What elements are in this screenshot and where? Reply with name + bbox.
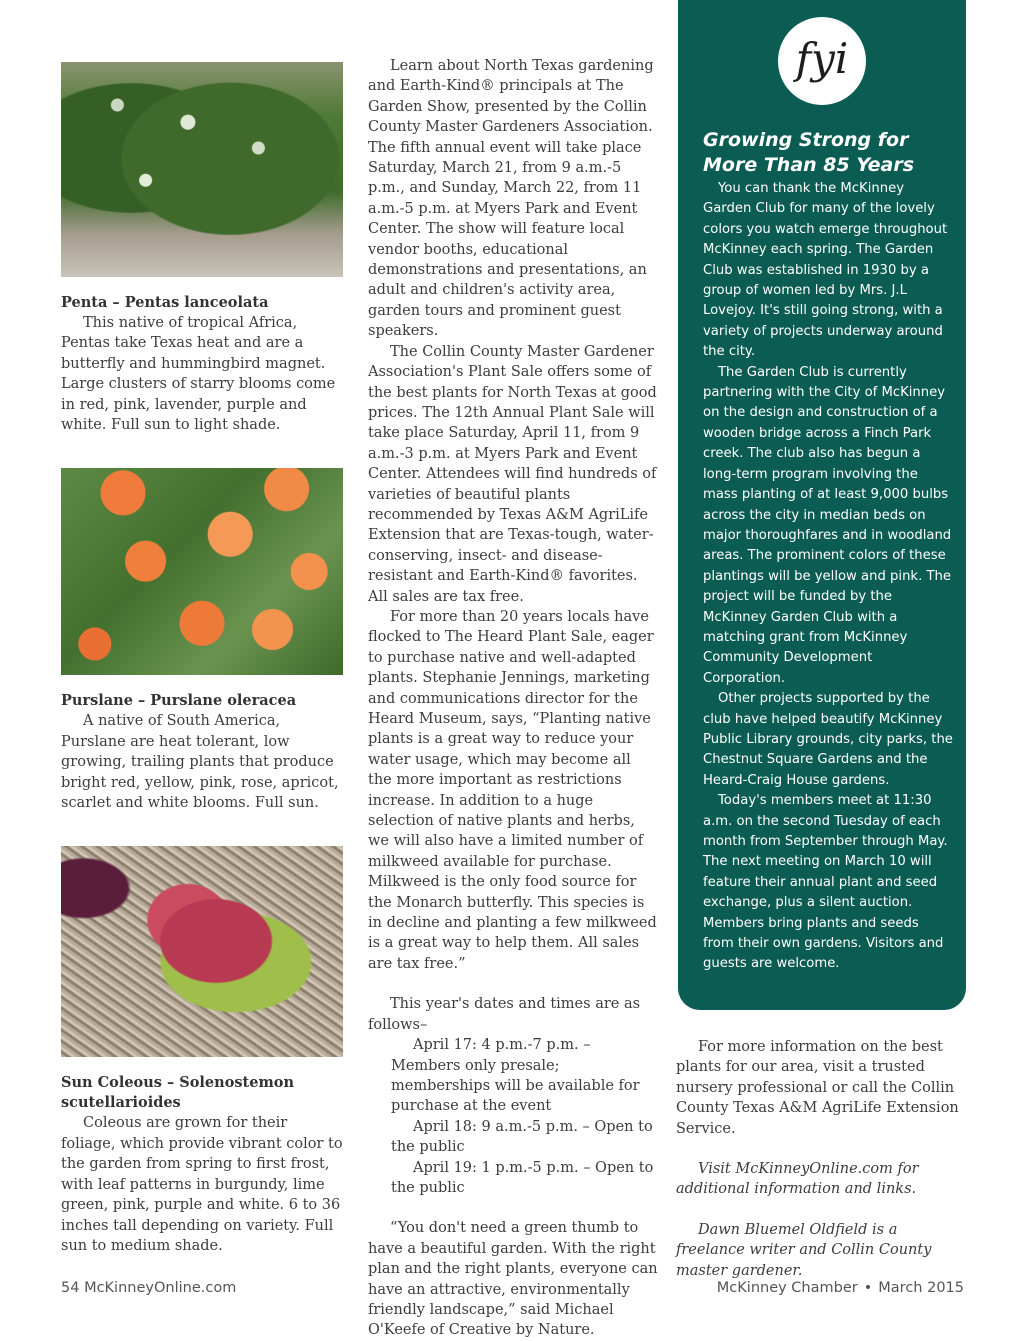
fyi-badge: fyi [778, 17, 866, 105]
footer-right [717, 1280, 964, 1296]
schedule-item: April 18: 9 a.m.-5 p.m. – Open to the public [391, 1118, 653, 1156]
schedule-list [368, 1035, 658, 1198]
separator: • [863, 1280, 873, 1296]
plant-description: A native of South America, Purslane are heat tolerant, low growing, trailing plants that produce bright red, yellow, pink, rose, apricot, scarlet and white blooms. Full sun. [61, 713, 339, 812]
plant-description: Coleous are grown for their foliage, which provide vibrant color to the garden from spring to first frost, with leaf patterns in burgundy, lime green, pink, purple and white. 6 to 36 inches tall depending on variety. Full sun to medium shade. [61, 1115, 343, 1254]
plant-column [61, 62, 345, 1256]
site-name: McKinneyOnline.com [84, 1280, 237, 1296]
fyi-sidebar [678, 0, 966, 1010]
plant-name: Penta – Pentas lanceolata [61, 294, 269, 311]
visit-note: Visit McKinneyOnline.com for additional information and links. [676, 1161, 919, 1198]
plant-name: Sun Coleous – Solenostemon scutellarioides [61, 1074, 295, 1112]
fyi-title: Growing Strong for More Than 85 Years [703, 129, 915, 176]
plant-name: Purslane – Purslane oleracea [61, 692, 297, 710]
closing-paragraph: For more information on the best plants for our area, visit a trusted nursery professional or call the Collin County Texas A&M AgriLife Extension Service. [676, 1039, 959, 1137]
plant-description: This native of tropical Africa, Pentas take Texas heat and are a butterfly and hummingbird magnet. Large clusters of starry blooms come in red, pink, lavender, purple and white. Full sun to light shade. [61, 315, 336, 434]
schedule-item: April 17: 4 p.m.-7 p.m. – Members only presale; memberships will be available for purchase at the event [391, 1037, 640, 1115]
article-paragraph: For more than 20 years locals have flocked to The Heard Plant Sale, eager to purchase native and well-adapted plants. Stephanie Jennings, marketing and communications director for the Heard Museum, says, “Planting native plants is a great way to reduce your water usage, which may become all the more important as restrictions increase. In addition to a huge selection of native plants and herbs, we will also have a limited number of milkweed available for purchase. Milkweed is the only food source for the Monarch butterfly. This species is in decline and planting a few milkweed is a great way to help them. All sales are tax free.” [368, 608, 657, 972]
penta-photo [61, 62, 343, 277]
article-paragraph: Learn about North Texas gardening and Earth-Kind® principals at The Garden Show, presented by the Collin County Master Gardeners Association. The fifth annual event will take place Saturday, March 21, from 9 a.m.-5 p.m., and Sunday, March 22, from 11 a.m.-5 p.m. at Myers Park and Event Center. The show will feature local vendor booths, educational demonstrations and presentations, an adult and children's activity area, garden tours and prominent guest speakers. [368, 58, 654, 340]
article-column [368, 56, 658, 1341]
article-paragraph: This year's dates and times are as follows– [368, 996, 641, 1033]
fyi-paragraph: The Garden Club is currently partnering with the City of McKinney on the design and construction of a wooden bridge across a Finch Park creek. The club also has begun a long-term program involving the mass planting of at least 9,000 bulbs across the city in median beds on major thoroughfares and in woodland areas. The prominent colors of these plantings will be yellow and pink. The project will be funded by the McKinney Garden Club with a matching grant from McKinney Community Development Corporation. [703, 364, 952, 686]
fyi-body [703, 179, 953, 975]
fyi-paragraph: Today's members meet at 11:30 a.m. on the second Tuesday of each month from September through May. The next meeting on March 10 will feature their annual plant and seed exchange, plus a silent auction. Members bring plants and seeds from their own gardens. Visitors and guests are welcome. [703, 793, 948, 972]
closing-section [676, 1037, 966, 1281]
article-paragraph: The Collin County Master Gardener Association's Plant Sale offers some of the best plants for North Texas at good prices. The 12th Annual Plant Sale will take place Saturday, April 11, from 9 a.m.-3 p.m. at Myers Park and Event Center. Attendees will find hundreds of varieties of beautiful plants recommended by Texas A&M AgriLife Extension that are Texas-tough, water-conserving, insect- and disease-resistant and Earth-Kind® favorites. All sales are tax free. [368, 343, 657, 605]
issue-date: March 2015 [878, 1280, 964, 1296]
fyi-paragraph: You can thank the McKinney Garden Club for many of the lovely colors you watch emerge throughout McKinney each spring. The Garden Club was established in 1930 by a group of women led by Mrs. J.L Lovejoy. It's still going strong, with a variety of projects underway around the city. [703, 181, 948, 360]
coleus-photo [61, 846, 343, 1057]
publication-name: McKinney Chamber [716, 1280, 858, 1296]
footer-left [61, 1280, 236, 1296]
purslane-photo [61, 468, 343, 675]
author-byline: Dawn Bluemel Oldfield is a freelance writer and Collin County master gardener. [676, 1221, 932, 1279]
fyi-paragraph: Other projects supported by the club have helped beautify McKinney Public Library grounds, city parks, the Chestnut Square Gardens and the Heard-Craig House gardens. [703, 691, 953, 788]
article-paragraph: “You don't need a green thumb to have a beautiful garden. With the right plan and the right plants, everyone can have an attractive, environmentally friendly landscape,” said Michael O'Keefe of Creative by Nature. [368, 1220, 658, 1339]
page-number: 54 [61, 1280, 80, 1296]
schedule-item: April 19: 1 p.m.-5 p.m. – Open to the public [391, 1159, 654, 1196]
